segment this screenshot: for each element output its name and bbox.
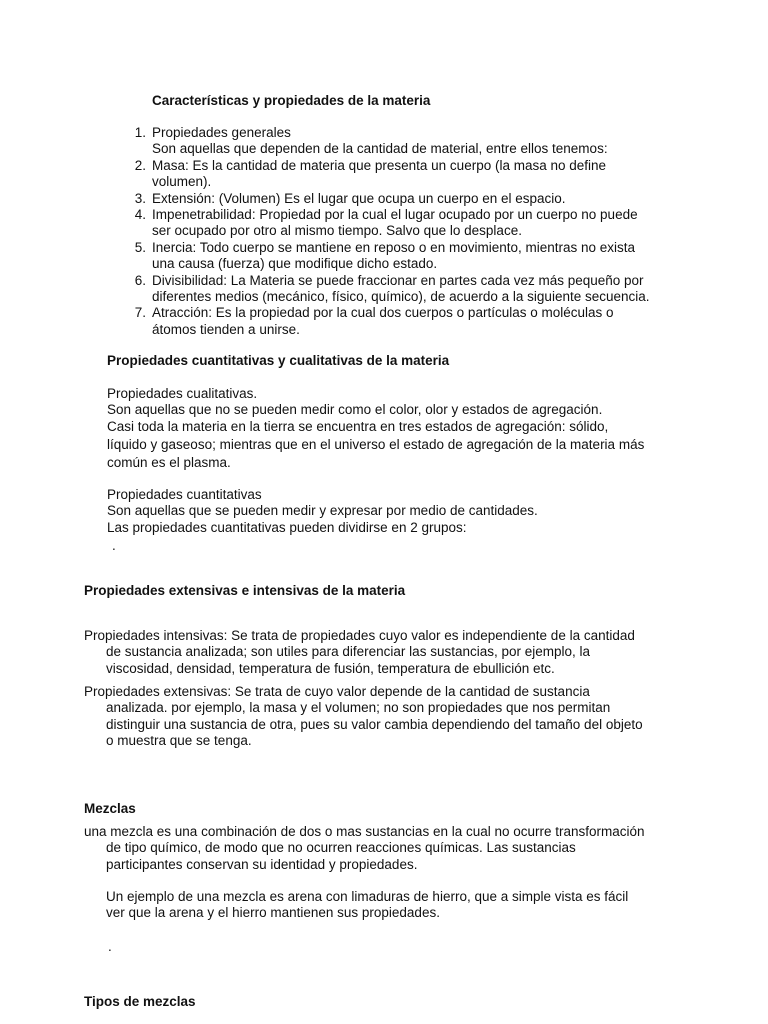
qualitative-paragraph-cont <box>107 436 644 472</box>
paragraph-line: Propiedades cuantitativas <box>107 487 262 502</box>
paragraph-line: distinguir una sustancia de otra, pues su valor cambia dependiendo del tamaño del objeto <box>106 716 643 732</box>
paragraph-line: participantes conservan su identidad y propiedades. <box>106 856 418 872</box>
list-number: 3. <box>134 190 146 206</box>
paragraph-line: Son aquellas que no se pueden medir como el color, olor y estados de agregación. <box>107 402 603 418</box>
paragraph-line: Propiedades extensivas: Se trata de cuyo valor depende de la cantidad de sustancia <box>84 684 590 699</box>
paragraph-line: de tipo químico, de modo que no ocurren reacciones químicas. Las sustancias <box>106 840 576 856</box>
list-item-line: Atracción: Es la propiedad por la cual dos cuerpos o partículas o moléculas o <box>152 305 614 321</box>
intensive-paragraph <box>84 628 684 677</box>
paragraph-line: Propiedades intensivas: Se trata de propiedades cuyo valor es independiente de la cantidad <box>84 628 635 643</box>
list-item <box>134 157 650 191</box>
list-number: 4. <box>134 207 146 223</box>
extensive-paragraph <box>84 684 684 750</box>
paragraph-line: o muestra que se tenga. <box>106 733 252 749</box>
stray-dot: . <box>108 939 112 954</box>
list-number: 6. <box>134 272 146 288</box>
list-item-line: Son aquellas que dependen de la cantidad de material, entre ellos tenemos: <box>152 141 608 157</box>
paragraph-line: ver que la arena y el hierro mantienen sus propiedades. <box>106 905 440 921</box>
properties-list <box>134 125 650 338</box>
list-number: 5. <box>134 239 146 255</box>
list-number: 7. <box>134 305 146 321</box>
paragraph-line: analizada. por ejemplo, la masa y el volumen; no son propiedades que nos permitan <box>106 700 611 716</box>
section-title-caracteristicas: Características y propiedades de la materia <box>152 93 431 108</box>
paragraph-line: una mezcla es una combinación de dos o mas sustancias en la cual no ocurre transformación <box>84 824 645 839</box>
list-item <box>134 305 650 338</box>
list-item <box>134 239 650 273</box>
paragraph-line: Propiedades cualitativas. <box>107 386 258 401</box>
list-item <box>134 125 650 158</box>
quantitative-paragraph <box>107 487 538 536</box>
list-item-line: diferentes medios (mecánico, físico, químico), de acuerdo a la siguiente secuencia. <box>152 289 650 305</box>
section-title-mezclas: Mezclas <box>84 801 136 816</box>
paragraph-line: de sustancia analizada; son utiles para diferenciar las sustancias, por ejemplo, la <box>106 644 591 660</box>
paragraph-line: Son aquellas que se pueden medir y expresar por medio de cantidades. <box>107 503 538 519</box>
list-item <box>134 207 650 240</box>
list-item-line: Inercia: Todo cuerpo se mantiene en reposo o en movimiento, mientras no exista <box>152 239 636 255</box>
section-title-cuantitativas-cualitativas: Propiedades cuantitativas y cualitativas de la materia <box>107 353 450 368</box>
mezclas-definition <box>84 824 684 873</box>
list-item <box>134 190 650 207</box>
paragraph-line: común es el plasma. <box>107 455 231 470</box>
section-title-tipos-mezclas: Tipos de mezclas <box>84 994 196 1009</box>
list-item-line: volumen). <box>152 174 212 190</box>
paragraph-line: Las propiedades cuantitativas pueden dividirse en 2 grupos: <box>107 519 467 535</box>
stray-dot: . <box>112 538 116 553</box>
list-item-line: átomos tienden a unirse. <box>152 321 300 337</box>
mezclas-example <box>106 889 628 922</box>
list-item-line: Masa: Es la cantidad de materia que presenta un cuerpo (la masa no define <box>152 157 607 173</box>
section-title-extensivas-intensivas: Propiedades extensivas e intensivas de la materia <box>84 583 406 598</box>
list-item <box>134 272 650 306</box>
list-number: 1. <box>134 125 146 140</box>
paragraph-line: viscosidad, densidad, temperatura de fusión, temperatura de ebullición etc. <box>106 660 555 676</box>
paragraph-line: líquido y gaseoso; mientras que en el universo el estado de agregación de la materia más <box>107 437 645 452</box>
list-item-line: Impenetrabilidad: Propiedad por la cual el lugar ocupado por un cuerpo no puede <box>152 207 638 223</box>
list-number: 2. <box>134 157 146 173</box>
paragraph-line: Un ejemplo de una mezcla es arena con limaduras de hierro, que a simple vista es fácil <box>106 889 629 904</box>
paragraph-line: Casi toda la materia en la tierra se encuentra en tres estados de agregación: sólido, <box>107 418 609 434</box>
list-item-line: una causa (fuerza) que modifique dicho estado. <box>152 256 438 272</box>
list-item-line: Propiedades generales <box>152 125 291 140</box>
list-item-line: Extensión: (Volumen) Es el lugar que ocupa un cuerpo en el espacio. <box>152 190 566 206</box>
list-item-line: Divisibilidad: La Materia se puede fraccionar en partes cada vez más pequeño por <box>152 272 644 288</box>
list-item-line: ser ocupado por otro al mismo tiempo. Salvo que lo desplace. <box>152 223 522 239</box>
qualitative-paragraph <box>107 386 608 435</box>
